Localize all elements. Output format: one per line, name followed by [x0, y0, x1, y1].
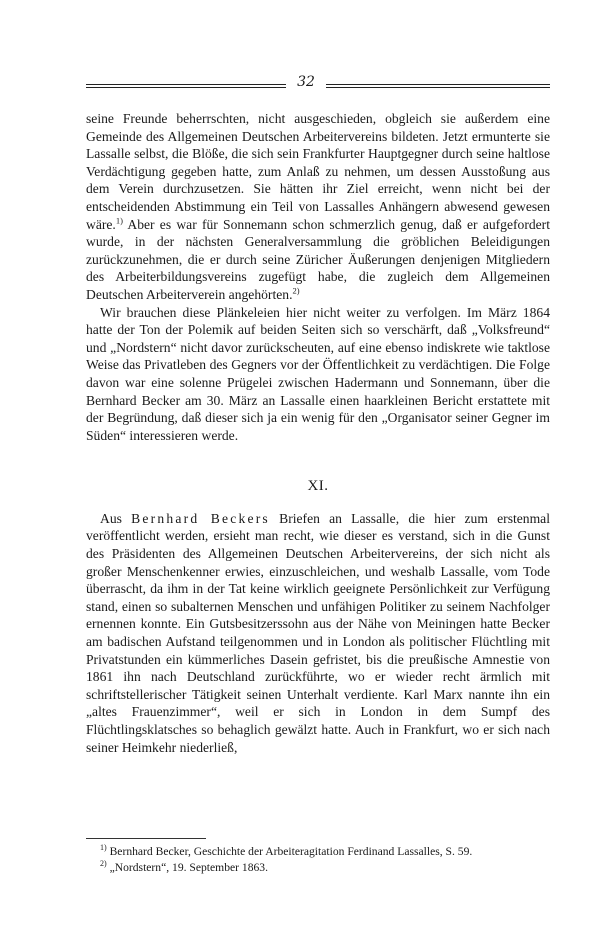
paragraph-3-text: Briefen an Lassalle, die hier zum erstenmal veröffentlicht werden, ersieht man recht, wie dieser es verstand, sich in die Gunst des Präsidenten des Allgemeinen Deutschen Arbeitervereins, der sich nicht als großer Menschenkenner erwies, einzuschleichen, und weshalb Lassalle, vom Tode überrascht, da ihm in der Tat keine wirklich geeignete Persönlichkeit zur Verfügung stand, einen so subalternen Menschen und unfähigen Politiker zu seinem Nachfolger ernennen konnte. Ein Gutsbesitzerssohn aus der Nähe von Meiningen hatte Becker am badischen Aufstand teilgenommen und in London als politischer Flüchtling mit Privatstunden ein kümmerliches Dasein gefristet, bis die preußische Amnestie von 1861 ihn nach Deutschland zurückführte, wo er wieder recht ärmlich mit schriftstellerischer Tätigkeit seinen Unterhalt verdiente. Karl Marx nannte ihn ein „altes Frauenzimmer“, weil er sich in London in dem Sumpf des Flüchtlingsklatsches so behaglich gewälzt hatte. Auch in Frankfurt, wo er sich nach seiner Heimkehr niederließ, [86, 510, 550, 755]
paragraph-1-text-cont: Aber es war für Sonnemann schon schmerzlich genug, daß er aufgefordert wurde, in der nächsten Generalversammlung die gröblichen Beleidigungen zurückzunehmen, die er durch seine Züricher Äußerungen denjenigen Mitgliedern des Arbeiterbildungsvereins zugefügt habe, die zugleich dem Allgemeinen Deutschen Arbeiterverein angehörten. [86, 216, 550, 302]
paragraph-3 [86, 510, 550, 756]
paragraph-2: Wir brauchen diese Plänkeleien hier nicht weiter zu verfolgen. Im März 1864 hatte der Ton der Polemik auf beiden Seiten sich so verschärft, daß „Volksfreund“ und „Nordstern“ nicht davor zurückscheuten, auf eine ebenso indiskrete wie taktlose Weise das Privatleben des Gegners vor der Öffentlichkeit zu verdächtigen. Die Folge davon war eine solenne Prügelei zwischen Hadermann und Sonnemann, über die Bernhard Becker am 30. März an Lassalle einen haarkleinen Bericht erstattete mit der Begründung, daß dieser sich ja ein wenig für den „Organisator seiner Gegner im Süden“ interessieren werde. [86, 304, 550, 443]
spaced-name: Bernhard Beckers [131, 510, 270, 526]
footnote-rule [86, 838, 206, 839]
footnote-ref-1: 1) [115, 215, 123, 226]
header-rule-right [326, 84, 550, 88]
footnote-2-marker: 2) [100, 859, 107, 869]
footnote-1-marker: 1) [100, 843, 107, 853]
header-rule-left [86, 84, 286, 88]
footnote-1 [86, 844, 550, 860]
footnotes [86, 844, 550, 876]
footnote-ref-2: 2) [292, 285, 300, 296]
paragraph-1 [86, 110, 550, 304]
page-header [86, 74, 550, 98]
page-number: 32 [297, 74, 315, 90]
paragraph-1-text: seine Freunde beherrschten, nicht ausgeschieden, obgleich sie außerdem eine Gemeinde des Allgemeinen Deutschen Arbeitervereins bildeten. Jetzt ermunterte sie Lassalle selbst, die Blöße, die sich sein Frankfurter Hauptgegner durch seine haltlose Verdächtigung gegeben hatte, zum Anlaß zu nehmen, um dessen Ausstoßung aus dem Verein durchzusetzen. Sie hätten ihr Ziel erreicht, wenn nicht bei der entscheidenden Abstimmung ein Teil von Lassalles Anhängern abwesend gewesen wäre. [86, 111, 550, 232]
main-text [86, 110, 550, 756]
footnote-2 [86, 860, 550, 876]
footnote-1-text: Bernhard Becker, Geschichte der Arbeiteragitation Ferdinand Lassalles, S. 59. [109, 845, 473, 858]
section-heading: XI. [307, 478, 329, 495]
footnote-2-text: „Nordstern“, 19. September 1863. [109, 861, 268, 874]
paragraph-3-lead: Aus [100, 510, 132, 526]
